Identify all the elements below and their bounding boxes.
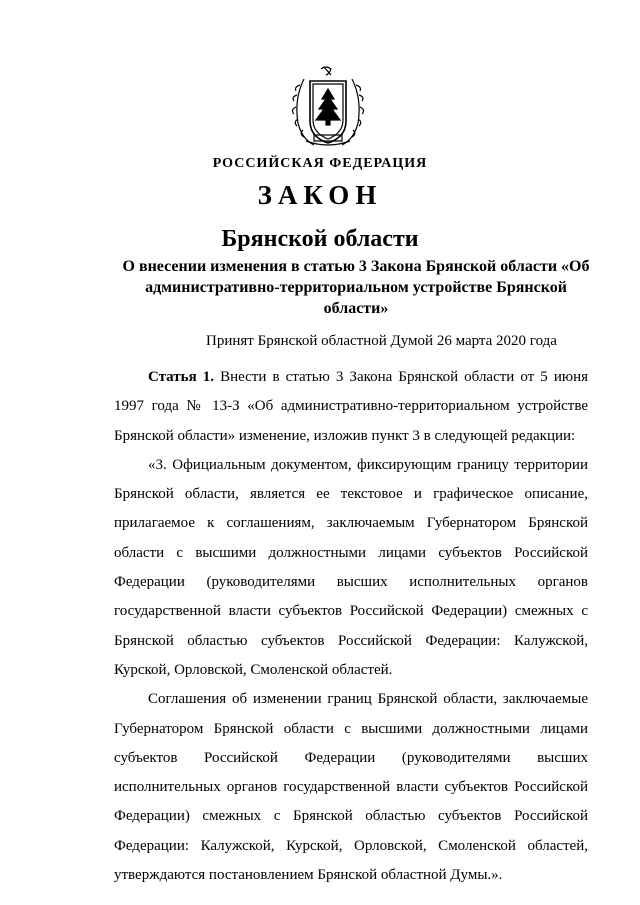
adoption-note: Принят Брянской областной Думой 26 марта 2020 года [206,333,557,349]
body-paragraph: «3. Официальным документом, фиксирующим границу территории Брянской области, является ее текстовое и графическое описание, прилагаемое к соглашениям, заключаемым Губернатором Брянской области с высшими должностными лицами субъектов Российской Федерации (руководителями высших исполнительных органов государственной власти субъектов Российской Федерации) смежных с Брянской областью субъектов Российской Федерации: Калужской, Курской, Орловской, Смоленской областей. [114,456,588,678]
coat-of-arms-icon [288,65,368,151]
law-title: О внесении изменения в статью 3 Закона Брянской области «Об административно-территориальном устройстве Брянской области» [122,258,590,317]
article-text: Внести в статью 3 Закона Брянской области от 5 июня 1997 года № 13-З «Об административно-территориальном устройстве Брянской области» изменение, изложив пункт 3 в следующей редакции: [114,369,589,444]
document-type-heading: ЗАКОН [257,180,383,210]
article-paragraph [114,363,588,451]
body-paragraph: Соглашения об изменении границ Брянской области, заключаемые Губернатором Брянской области с высшими должностными лицами субъектов Российской Федерации (руководителями высших исполнительных органов государственной власти субъектов Российской Федерации) смежных с Брянской областью субъектов Российской Федерации: Калужской, Курской, Орловской, Смоленской областей, утверждаются постановлением Брянской областной Думы.». [114,691,588,884]
law-body [114,363,588,890]
article-label: Статья 1. [148,369,215,385]
region-heading: Брянской области [221,226,419,252]
federation-heading: РОССИЙСКАЯ ФЕДЕРАЦИЯ [212,156,428,171]
